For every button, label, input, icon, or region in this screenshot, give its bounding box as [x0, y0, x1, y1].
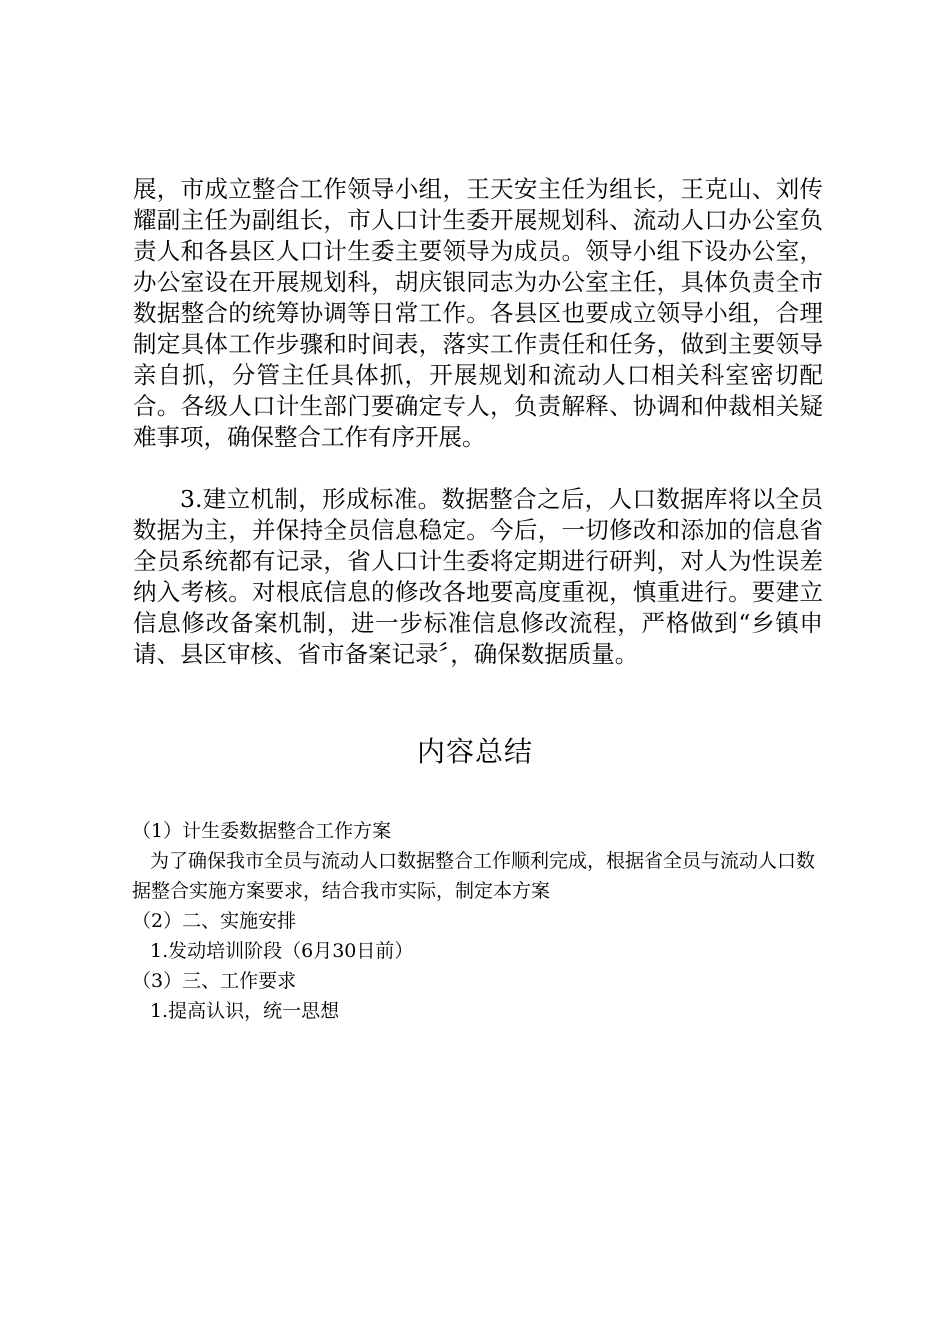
summary-item-2: （2）二、实施安排 — [132, 910, 297, 932]
summary-item-3: （3）三、工作要求 — [132, 970, 297, 992]
summary-item-1-detail: 为了确保我市全员与流动人口数据整合工作顺利完成，根据省全员与流动人口数据整合实施方案要求，结合我市实际，制定本方案 — [132, 850, 816, 902]
body-paragraph-2: 3.建立机制，形成标准。数据整合之后，人口数据库将以全员数据为主，并保持全员信息稳定。今后，一切修改和添加的信息省全员系统都有记录，省人口计生委将定期进行研判，对人为性误差纳入考核。对根底信息的修改各地要高度重视，慎重进行。要建立信息修改备案机制，进一步标准信息修改流程，严格做到“乡镇申请、县区审核、省市备案记录〞，确保数据质量。 — [133, 485, 823, 668]
summary-list — [132, 816, 832, 1026]
summary-item-2-detail: 1.发动培训阶段（6月30日前） — [150, 940, 414, 962]
summary-item-1: （1）计生委数据整合工作方案 — [132, 820, 392, 842]
summary-title: 内容总结 — [416, 735, 533, 768]
body-paragraph-1: 展，市成立整合工作领导小组，王天安主任为组长，王克山、刘传耀副主任为副组长，市人口计生委开展规划科、流动人口办公室负责人和各县区人口计生委主要领导为成员。领导小组下设办公室，办公室设在开展规划科，胡庆银同志为办公室主任，具体负责全市数据整合的统筹协调等日常工作。各县区也要成立领导小组，合理制定具体工作步骤和时间表，落实工作责任和任务，做到主要领导亲自抓，分管主任具体抓，开展规划和流动人口相关科室密切配合。各级人口计生部门要确定专人，负责解释、协调和仲裁相关疑难事项，确保整合工作有序开展。 — [133, 175, 823, 451]
summary-item-3-detail: 1.提高认识，统一思想 — [150, 1000, 340, 1022]
